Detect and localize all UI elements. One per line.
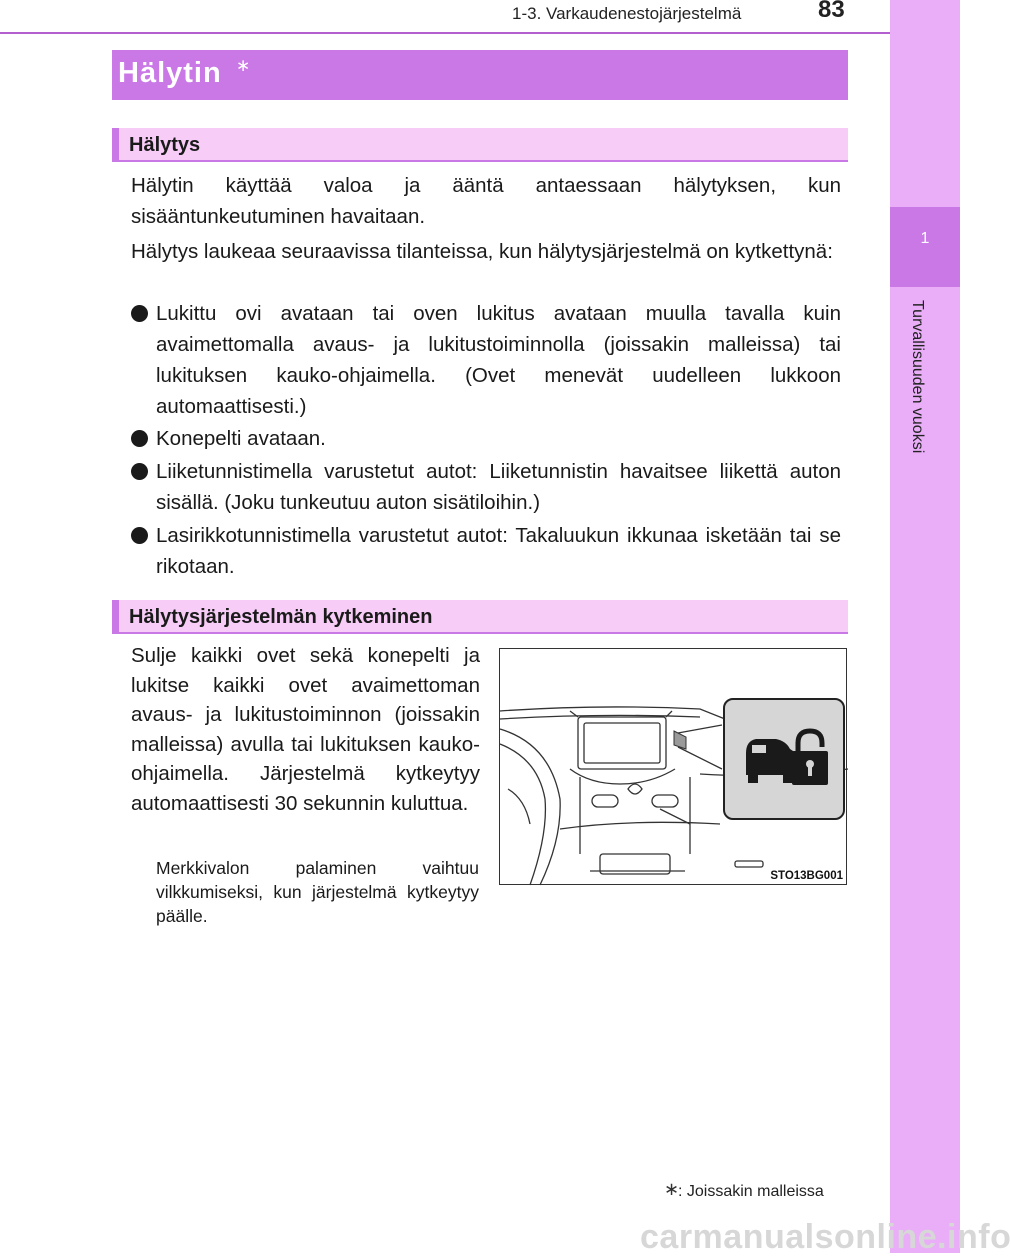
watermark: carmanualsonline.info — [640, 1218, 1011, 1256]
list-item — [131, 298, 841, 422]
list-item — [131, 423, 841, 454]
alarm-lead-paragraph: Hälytys laukeaa seuraavissa tilanteissa, kun hälytysjärjestelmä on kytkettynä: — [131, 240, 833, 263]
section-heading-bar-alarm — [112, 128, 848, 162]
bullet-icon — [131, 463, 148, 480]
chapter-tab-number: 1 — [920, 230, 930, 247]
chapter-title: 1-3. Varkaudenestojärjestelmä — [512, 4, 742, 23]
main-title-bar — [112, 50, 848, 100]
figure-code: STO13BG001 — [770, 870, 843, 882]
bullet-icon — [131, 527, 148, 544]
arming-paragraph: Sulje kaikki ovet sekä konepelti ja lukitse kaikki ovet avaimettoman avaus- ja lukitustoiminnon (joissakin malleissa) avulla tai lukituksen kauko-ohjaimella. Järjestelmä kytkeytyy automaattisesti 30 sekunnin kuluttua. — [131, 644, 480, 815]
list-item-text: Lasirikkotunnistimella varustetut autot: Takaluukun ikkunaa isketään tai se rikotaan. — [156, 524, 841, 578]
footnote-mark: ∗ — [664, 1179, 680, 1199]
list-item — [131, 520, 841, 582]
section-heading-arming: Hälytysjärjestelmän kytkeminen — [129, 606, 433, 628]
list-item-text: Lukittu ovi avataan tai oven lukitus avataan muulla tavalla kuin avaimettomalla avaus- ja lukitustoiminnolla (joissakin malleissa) tai lukituksen kauko-ohjaimella. (Ovet menevät uudelleen lukkoon automaattisesti.) — [156, 302, 841, 418]
page-number: 83 — [818, 0, 845, 23]
main-title-footnote-mark: ∗ — [236, 56, 251, 75]
main-title: Hälytin — [118, 57, 222, 89]
alarm-intro-paragraph: Hälytin käyttää valoa ja ääntä antaessaan hälytyksen, kun sisääntunkeutuminen havaitaan. — [131, 174, 841, 228]
side-band — [890, 0, 960, 1253]
list-item-text: Liiketunnistimella varustetut autot: Liiketunnistin havaitsee liikettä auton sisällä. (Joku tunkeutuu auton sisätiloihin.) — [156, 460, 841, 514]
footnote-text: : Joissakin malleissa — [678, 1183, 824, 1200]
dashboard-drawing — [500, 649, 848, 886]
security-indicator-light — [674, 731, 686, 749]
chapter-tab-label: Turvallisuuden vuoksi — [909, 300, 926, 454]
dashboard-illustration — [499, 648, 847, 885]
bullet-icon — [131, 305, 148, 322]
section-heading-alarm: Hälytys — [129, 134, 201, 156]
header-divider — [0, 32, 890, 34]
list-item-text: Konepelti avataan. — [156, 427, 326, 450]
bullet-icon — [131, 430, 148, 447]
list-item — [131, 456, 841, 518]
indicator-note: Merkkivalon palaminen vaihtuu vilkkumiseksi, kun järjestelmä kytkeytyy päälle. — [156, 858, 479, 926]
